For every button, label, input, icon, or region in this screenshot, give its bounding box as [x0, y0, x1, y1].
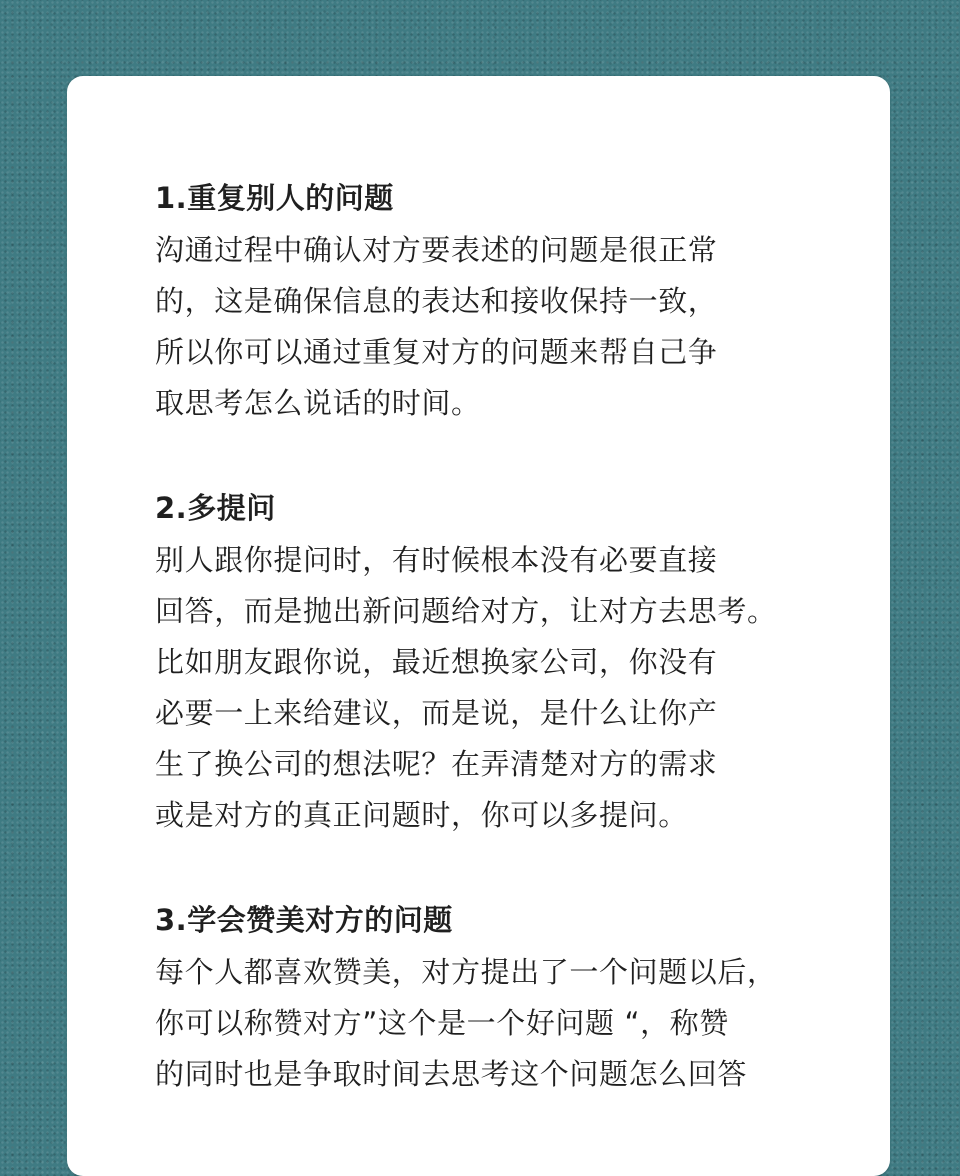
paragraph-line: 所以你可以通过重复对方的问题来帮自己争: [155, 335, 718, 369]
section-heading: 2.多提问: [155, 491, 276, 525]
section-heading: 3.学会赞美对方的问题: [155, 903, 453, 937]
section-repeat-question: [155, 172, 845, 429]
paragraph-line: 回答，而是抛出新问题给对方，让对方去思考。: [155, 594, 777, 628]
paragraph-line: 你可以称赞对方”这个是一个好问题 “，称赞: [155, 1006, 729, 1040]
article-card: [67, 76, 890, 1176]
paragraph-line: 生了换公司的想法呢？在弄清楚对方的需求: [155, 747, 718, 781]
paragraph-line: 或是对方的真正问题时，你可以多提问。: [155, 798, 688, 832]
paragraph-line: 的，这是确保信息的表达和接收保持一致，: [155, 284, 718, 318]
article-content: [155, 172, 845, 1100]
section-ask-more: [155, 482, 845, 841]
section-heading: 1.重复别人的问题: [155, 181, 394, 215]
paragraph-line: 必要一上来给建议，而是说，是什么让你产: [155, 696, 718, 730]
paragraph-line: 比如朋友跟你说，最近想换家公司，你没有: [155, 645, 718, 679]
paragraph-line: 沟通过程中确认对方要表述的问题是很正常: [155, 233, 718, 267]
paragraph-line: 别人跟你提问时，有时候根本没有必要直接: [155, 543, 718, 577]
section-praise-question: [155, 894, 845, 1100]
paragraph-line: 取思考怎么说话的时间。: [155, 386, 481, 420]
paragraph-line: 的同时也是争取时间去思考这个问题怎么回答: [155, 1057, 748, 1091]
paragraph-line: 每个人都喜欢赞美，对方提出了一个问题以后，: [155, 955, 777, 989]
